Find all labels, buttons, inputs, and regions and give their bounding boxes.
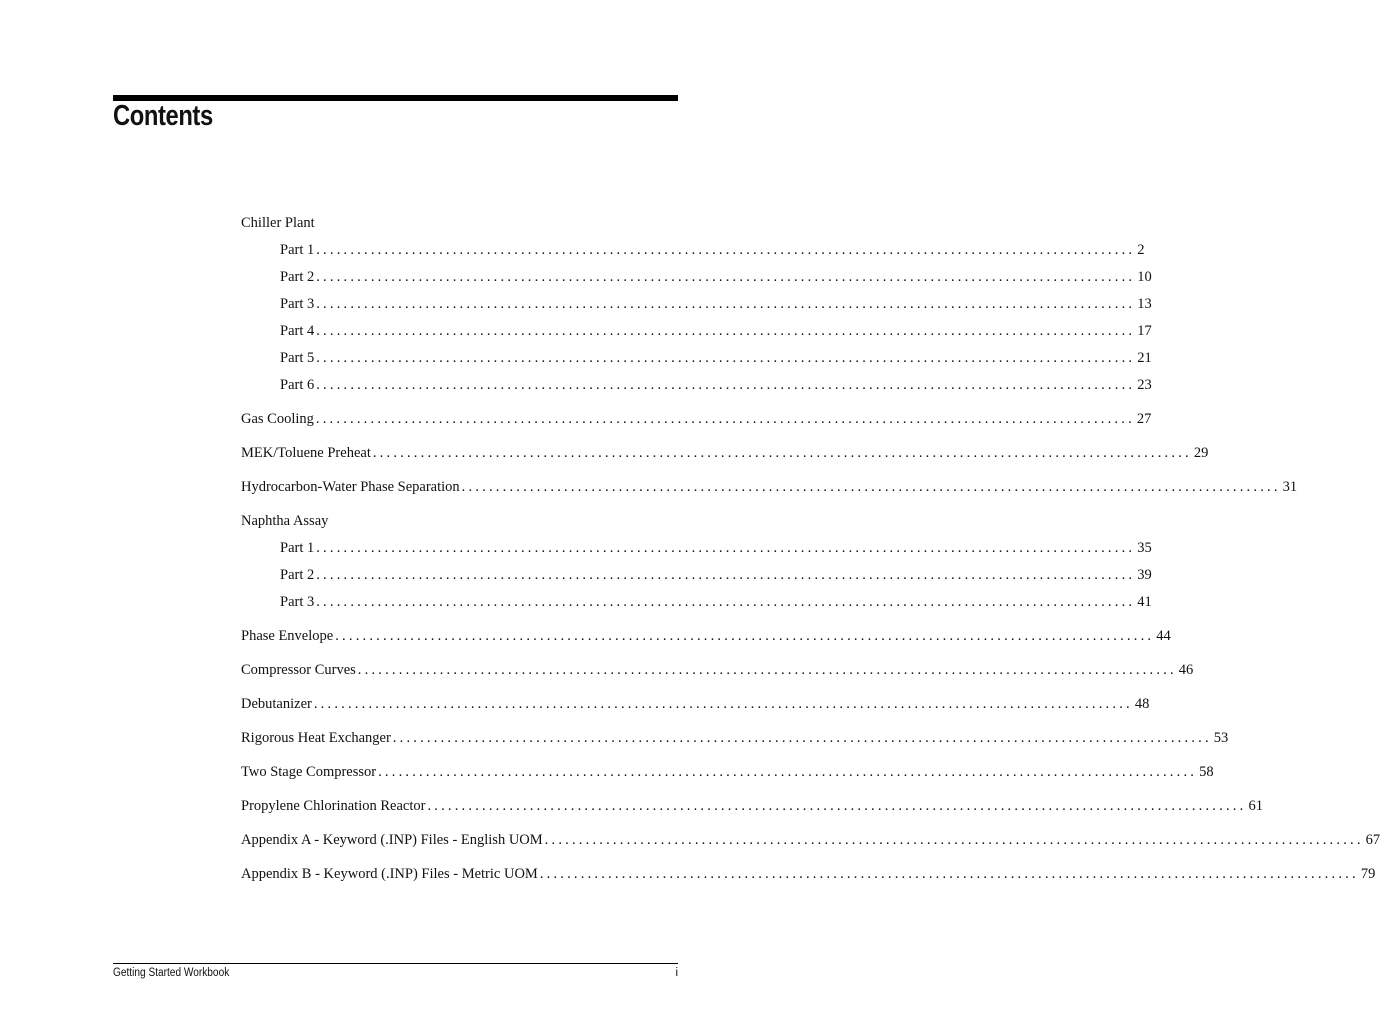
leader-dots: ........................................................................................................................ — [539, 866, 1359, 882]
leader-dots: ........................................................................................................................ — [316, 323, 1136, 339]
toc-entry-propylene-chlorination[interactable]: Propylene Chlorination Reactor ........................................................................................................................ 61 — [241, 793, 603, 820]
leader-dots: ........................................................................................................................ — [316, 567, 1136, 583]
footer-book-title: Getting Started Workbook — [113, 967, 230, 979]
leader-dots: ........................................................................................................................ — [461, 479, 1281, 495]
leader-dots: ........................................................................................................................ — [316, 540, 1136, 556]
leader-dots: ........................................................................................................................ — [378, 764, 1198, 780]
leader-dots: ........................................................................................................................ — [316, 594, 1136, 610]
leader-dots: ........................................................................................................................ — [316, 269, 1136, 285]
toc-entry-rigorous-heat-exchanger[interactable]: Rigorous Heat Exchanger ........................................................................................................................ 53 — [241, 725, 603, 752]
toc-entry-chiller-part-4[interactable]: Part 4 ........................................................................................................................ 17 — [241, 318, 603, 345]
toc-entry-debutanizer[interactable]: Debutanizer ........................................................................................................................ 48 — [241, 691, 603, 718]
toc-entry-appendix-a[interactable]: Appendix A - Keyword (.INP) Files - English UOM ........................................................................................................................ 67 — [241, 827, 603, 854]
leader-dots: ........................................................................................................................ — [372, 445, 1192, 461]
toc-entry-chiller-part-6[interactable]: Part 6 ........................................................................................................................ 23 — [241, 372, 603, 399]
toc-entry-chiller-part-1[interactable]: Part 1 ........................................................................................................................ 2 — [241, 237, 603, 264]
leader-dots: ........................................................................................................................ — [316, 296, 1136, 312]
toc-entry-chiller-part-5[interactable]: Part 5 ........................................................................................................................ 21 — [241, 345, 603, 372]
footer-rule — [113, 963, 678, 964]
toc-entry-naphtha-part-3[interactable]: Part 3 ........................................................................................................................ 41 — [241, 589, 603, 616]
toc-entry-naphtha-part-2[interactable]: Part 2 ........................................................................................................................ 39 — [241, 562, 603, 589]
toc-entry-appendix-b[interactable]: Appendix B - Keyword (.INP) Files - Metric UOM ........................................................................................................................ 79 — [241, 861, 603, 888]
toc-heading-naphtha-assay[interactable]: Naphtha Assay — [241, 513, 329, 529]
leader-dots: ........................................................................................................................ — [357, 662, 1177, 678]
toc-heading-chiller-plant[interactable]: Chiller Plant — [241, 215, 315, 231]
toc-entry-phase-envelope[interactable]: Phase Envelope ........................................................................................................................ 44 — [241, 623, 603, 650]
toc-entry-hydrocarbon-water[interactable]: Hydrocarbon-Water Phase Separation ........................................................................................................................ 31 — [241, 474, 603, 501]
toc-entry-naphtha-part-1[interactable]: Part 1 ........................................................................................................................ 35 — [241, 535, 603, 562]
leader-dots: ........................................................................................................................ — [313, 696, 1133, 712]
leader-dots: ........................................................................................................................ — [544, 832, 1364, 848]
leader-dots: ........................................................................................................................ — [316, 350, 1136, 366]
leader-dots: ........................................................................................................................ — [316, 377, 1136, 393]
leader-dots: ........................................................................................................................ — [316, 242, 1136, 258]
toc-entry-gas-cooling[interactable]: Gas Cooling ........................................................................................................................ 27 — [241, 406, 603, 433]
footer-page-number: i — [675, 967, 678, 979]
toc-entry-mek-toluene-preheat[interactable]: MEK/Toluene Preheat ........................................................................................................................ 29 — [241, 440, 603, 467]
table-of-contents — [241, 210, 1380, 888]
page-title: Contents — [113, 100, 213, 132]
toc-entry-chiller-part-3[interactable]: Part 3 ........................................................................................................................ 13 — [241, 291, 603, 318]
toc-entry-chiller-part-2[interactable]: Part 2 ........................................................................................................................ 10 — [241, 264, 603, 291]
leader-dots: ........................................................................................................................ — [392, 730, 1212, 746]
leader-dots: ........................................................................................................................ — [315, 411, 1135, 427]
leader-dots: ........................................................................................................................ — [335, 628, 1155, 644]
leader-dots: ........................................................................................................................ — [427, 798, 1247, 814]
toc-entry-two-stage-compressor[interactable]: Two Stage Compressor ........................................................................................................................ 58 — [241, 759, 603, 786]
toc-entry-compressor-curves[interactable]: Compressor Curves ........................................................................................................................ 46 — [241, 657, 603, 684]
